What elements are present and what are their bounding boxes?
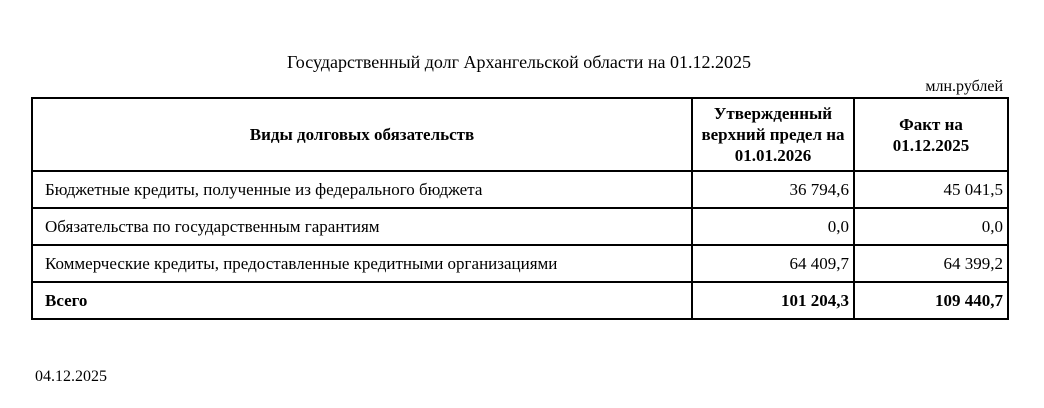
- footer-date: 04.12.2025: [35, 368, 107, 385]
- row-fact: 45 041,5: [854, 171, 1008, 208]
- table-row: [32, 208, 1008, 245]
- table-header-row: [32, 98, 1008, 171]
- unit-label: млн.рублей: [925, 78, 1003, 95]
- table-row: [32, 171, 1008, 208]
- row-fact: 64 399,2: [854, 245, 1008, 282]
- total-fact: 109 440,7: [854, 282, 1008, 319]
- row-debt-type: Бюджетные кредиты, полученные из федерального бюджета: [32, 171, 692, 208]
- header-fact: Факт на 01.12.2025: [854, 98, 1008, 171]
- page-title: Государственный долг Архангельской области на 01.12.2025: [286, 52, 751, 72]
- header-approved-limit: Утвержденный верхний предел на 01.01.2026: [692, 98, 854, 171]
- debt-table: [31, 97, 1009, 320]
- row-approved-limit: 36 794,6: [692, 171, 854, 208]
- row-debt-type: Обязательства по государственным гарантиям: [32, 208, 692, 245]
- total-approved-limit: 101 204,3: [692, 282, 854, 319]
- total-label: Всего: [32, 282, 692, 319]
- row-approved-limit: 64 409,7: [692, 245, 854, 282]
- header-debt-type: Виды долговых обязательств: [32, 98, 692, 171]
- row-fact: 0,0: [854, 208, 1008, 245]
- row-debt-type: Коммерческие кредиты, предоставленные кредитными организациями: [32, 245, 692, 282]
- table-total-row: [32, 282, 1008, 319]
- table-row: [32, 245, 1008, 282]
- row-approved-limit: 0,0: [692, 208, 854, 245]
